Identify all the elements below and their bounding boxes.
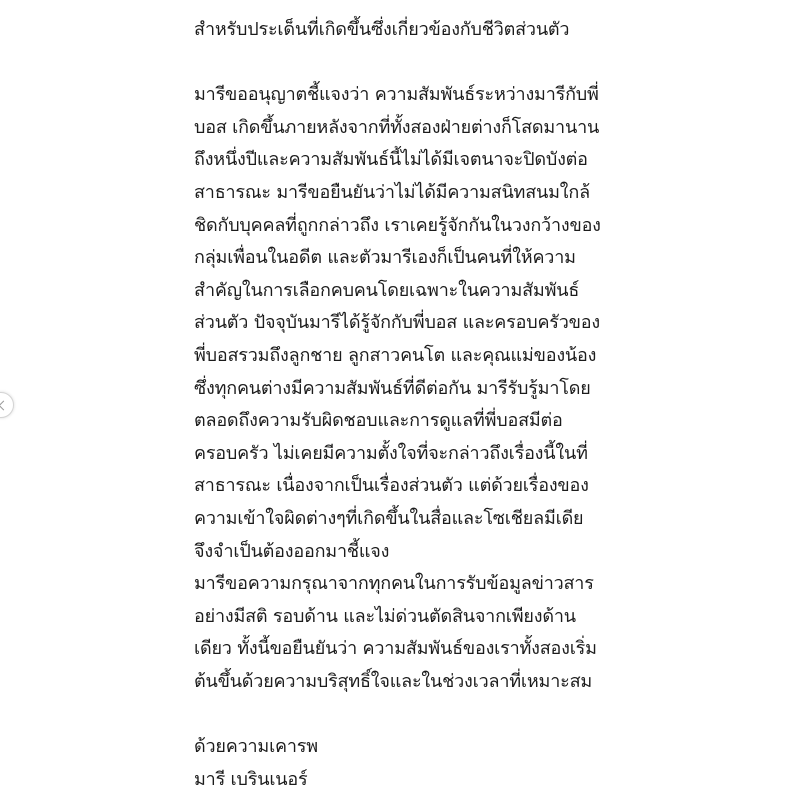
- text-line: สาธารณะ เนื่องจากเป็นเรื่องส่วนตัว แต่ด้วยเรื่องของ: [194, 475, 589, 497]
- text-line: ต้นขึ้นด้วยความบริสุทธิ์ใจและในช่วงเวลาที่เหมาะสม: [194, 670, 593, 692]
- text-line: พี่บอสรวมถึงลูกชาย ลูกสาวคนโต และคุณแม่ของน้อง: [194, 344, 597, 366]
- text-line: ตลอดถึงความรับผิดชอบและการดูแลที่พี่บอสมีต่อ: [194, 410, 563, 432]
- text-line: จึงจำเป็นต้องออกมาชี้แจง: [194, 540, 390, 562]
- text-line: อย่างมีสติ รอบด้าน และไม่ด่วนตัดสินจากเพียงด้าน: [194, 605, 576, 627]
- text-line: บอส เกิดขึ้นภายหลังจากที่ทั้งสองฝ่ายต่างก็โสดมานาน: [194, 116, 600, 138]
- statement-signature: มารี เบรินเนอร์: [194, 768, 308, 790]
- text-line: มารีขอความกรุณาจากทุกคนในการรับข้อมูลข่าวสาร: [194, 573, 594, 595]
- text-line: สาธารณะ มารีขอยืนยันว่าไม่ได้มีความสนิทสนมใกล้: [194, 181, 590, 203]
- paragraph-1: [194, 79, 624, 568]
- statement-text: [194, 14, 624, 796]
- text-line: ถึงหนึ่งปีและความสัมพันธ์นี้ไม่ได้มีเจตนาจะปิดบังต่อ: [194, 149, 588, 171]
- text-line: ชิดกับบุคคลที่ถูกกล่าวถึง เราเคยรู้จักกันในวงกว้างของ: [194, 214, 601, 236]
- statement-intro: สำหรับประเด็นที่เกิดขึ้นซึ่งเกี่ยวข้องกับชีวิตส่วนตัว: [194, 19, 570, 40]
- text-line: สำคัญในการเลือกคบคนโดยเฉพาะในความสัมพันธ์: [194, 279, 580, 301]
- chevron-left-icon: [0, 400, 8, 410]
- text-line: กลุ่มเพื่อนในอดีต และตัวมารีเองก็เป็นคนที่ให้ความ: [194, 247, 576, 269]
- text-line: ความเข้าใจผิดต่างๆที่เกิดขึ้นในสื่อและโซเชียลมีเดีย: [194, 507, 584, 529]
- paragraph-2: [194, 568, 624, 698]
- statement-closing: ด้วยความเคารพ: [194, 736, 318, 758]
- paragraph-gap: [194, 47, 624, 80]
- paragraph-gap: [194, 698, 624, 731]
- text-line: เดียว ทั้งนี้ขอยืนยันว่า ความสัมพันธ์ของเราทั้งสองเริ่ม: [194, 638, 597, 660]
- text-line: มารีขออนุญาตชี้แจงว่า ความสัมพันธ์ระหว่างมารีกับพี่: [194, 84, 599, 106]
- text-line: ซึ่งทุกคนต่างมีความสัมพันธ์ที่ดีต่อกัน มารีรับรู้มาโดย: [194, 377, 591, 399]
- text-line: ส่วนตัว ปัจจุบันมารีได้รู้จักกับพี่บอส และครอบครัวของ: [194, 312, 600, 334]
- text-line: ครอบครัว ไม่เคยมีความตั้งใจที่จะกล่าวถึงเรื่องนี้ในที่: [194, 442, 588, 464]
